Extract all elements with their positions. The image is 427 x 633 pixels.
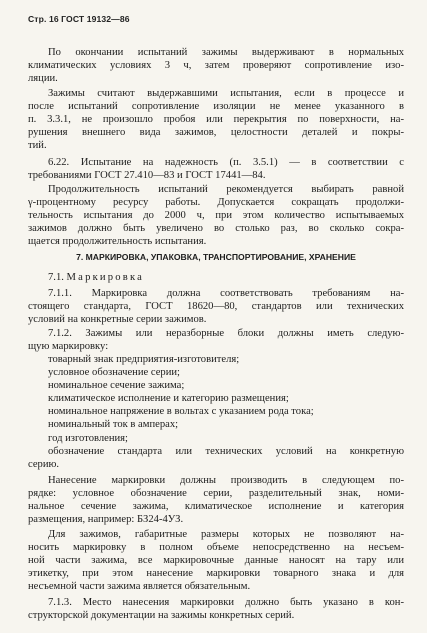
paragraph-test-conditions — [28, 46, 404, 85]
text-line: ной части зажима, все маркировочные данные наносят на тару или — [28, 555, 404, 567]
text-line: несъемной части зажима является обязательным. — [28, 581, 251, 593]
paragraph-test-criteria — [28, 87, 404, 152]
subsection-heading — [28, 271, 404, 284]
text-line: условий на конкретные серии зажимов. — [28, 314, 207, 326]
text-line: тельность испытания до 2000 ч, при этом количество испытываемых — [28, 210, 404, 222]
list-item: номинальное напряжение в вольтах с указанием рода тока; — [48, 406, 314, 418]
text-line: щую маркировку: — [28, 341, 109, 353]
subsection-number: 7.1. — [48, 272, 67, 283]
text-line: климатических условиях 3 ч, затем проверяют сопротивление изо- — [28, 60, 404, 72]
paragraph-marking-order — [28, 474, 404, 526]
text-line: этикетку, при этом нанесение маркировки товарного знака и для — [28, 568, 404, 580]
list-item: номинальное сечение зажима; — [48, 380, 185, 392]
text-line: ляции. — [28, 73, 58, 85]
text-line: зажимов должно быть увеличено во столько раз, во сколько сокра- — [28, 223, 404, 235]
marking-list — [28, 353, 404, 471]
list-item: климатическое исполнение и категорию размещения; — [48, 393, 289, 405]
list-item: обозначение стандарта или технических условий на конкретную — [48, 445, 404, 457]
paragraph-7-1-1 — [28, 287, 404, 326]
text-line: рушения внешнего вида зажимов, целостности деталей и покры- — [28, 127, 404, 139]
text-line: носить маркировку в полном объеме непосредственно на несъем- — [28, 542, 404, 554]
text-line: По окончании испытаний зажимы выдерживают в нормальных — [48, 47, 404, 58]
text-line: п. 3.3.1, не произошло пробоя или перекрытия по поверхности, на- — [28, 114, 404, 126]
text-line: щается продолжительность испытания. — [28, 236, 207, 248]
text-line: структорской документации на зажимы конкретных серий. — [28, 610, 295, 622]
subsection-title: Маркировка — [66, 272, 145, 283]
page-header: Стр. 16 ГОСТ 19132—86 — [28, 14, 130, 24]
text-line: Зажимы считают выдержавшими испытания, если в процессе и — [48, 88, 404, 99]
text-line: стоящего стандарта, ГОСТ 18620—80, стандартов или технических — [28, 301, 404, 313]
text-line: Для зажимов, габаритные размеры которых не позволяют на- — [48, 529, 404, 540]
list-item: условное обозначение серии; — [48, 367, 180, 379]
text-line: серию. — [28, 458, 60, 470]
paragraph-7-1-2 — [28, 327, 404, 353]
text-line: Нанесение маркировки должны производить в следующем по- — [48, 475, 404, 486]
text-line: Продолжительность испытаний рекомендуется выбирать равной — [48, 184, 404, 195]
text-line: 6.22. Испытание на надежность (п. 3.5.1) — в соответствии с — [48, 157, 404, 168]
text-line: размещения, например: БЗ24-4УЗ. — [28, 514, 184, 526]
paragraph-test-duration — [28, 183, 404, 248]
text-line: 7.1.1. Маркировка должна соответствовать требованиям на- — [48, 288, 404, 299]
text-line: требованиями ГОСТ 27.410—83 и ГОСТ 17441—84. — [28, 170, 266, 182]
text-line: 7.1.2. Зажимы или неразборные блоки должны иметь следую- — [48, 328, 404, 339]
list-item: товарный знак предприятия-изготовителя; — [48, 354, 240, 365]
list-item: год изготовления; — [48, 432, 128, 444]
paragraph-6-22 — [28, 156, 404, 182]
section-title: 7. МАРКИРОВКА, УПАКОВКА, ТРАНСПОРТИРОВАНИЕ, ХРАНЕНИЕ — [76, 252, 356, 262]
subsection-heading-line — [28, 271, 404, 284]
text-line: γ-процентному ресурсу работы. Допускается сокращать продолжи- — [28, 197, 404, 209]
text-line: нальное сечение зажима, климатическое исполнение и категория — [28, 501, 404, 513]
list-item: номинальный ток в амперах; — [48, 419, 179, 431]
text-line: рядке: условное обозначение серии, разделительный знак, номи- — [28, 488, 404, 500]
text-line: 7.1.3. Место нанесения маркировки должно быть указано в кон- — [48, 597, 404, 608]
paragraph-7-1-3 — [28, 596, 404, 622]
paragraph-small-clamps — [28, 528, 404, 593]
text-line: после испытаний сопротивление изоляции не менее указанного в — [28, 101, 404, 113]
text-line: тий. — [28, 140, 47, 152]
